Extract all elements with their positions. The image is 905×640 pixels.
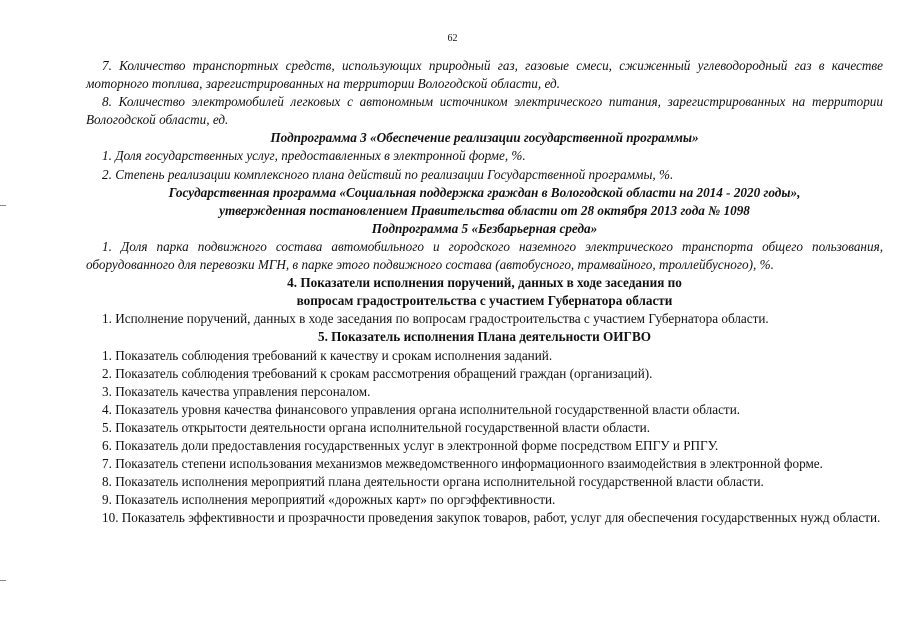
page-number: 62 xyxy=(447,33,458,44)
document-body xyxy=(86,57,883,527)
list-item: 3. Показатель качества управления персоналом. xyxy=(102,383,371,399)
list-item: 4. Показатель уровня качества финансового управления органа исполнительной государственной власти области. xyxy=(102,401,741,417)
list-item: 1. Доля государственных услуг, предоставленных в электронной форме, %. xyxy=(102,148,526,164)
list-item: 2. Показатель соблюдения требований к срокам рассмотрения обращений граждан (организаций). xyxy=(102,365,653,381)
list-item: 6. Показатель доли предоставления государственных услуг в электронной форме посредством ЕПГУ и РПГУ. xyxy=(102,437,719,453)
list-item: 1. Показатель соблюдения требований к качеству и срокам исполнения заданий. xyxy=(102,347,553,363)
section-heading: 5. Показатель исполнения Плана деятельности ОИГВО xyxy=(317,329,651,345)
list-item: 1. Исполнение поручений, данных в ходе заседания по вопросам градостроительства с участием Губернатора области. xyxy=(102,311,769,327)
list-item: 1. Доля парка подвижного состава автомобильного и городского наземного электрического транспорта общего пользования, оборудованного для перевозки МГН, в парке этого подвижного состава (автобусного, трамвайного, троллейбусного), %. xyxy=(86,238,883,273)
list-item: 7. Количество транспортных средств, использующих природный газ, газовые смеси, сжиженный углеводородный газ в качестве моторного топлива, зарегистрированных на территории Вологодской области, ед. xyxy=(86,58,883,92)
list-item: 8. Показатель исполнения мероприятий плана деятельности органа исполнительной государственной власти области. xyxy=(102,474,764,490)
section-heading: Государственная программа «Социальная поддержка граждан в Вологодской области на 2014 - 2020 годы», xyxy=(168,184,801,200)
list-item: 5. Показатель открытости деятельности органа исполнительной государственной власти области. xyxy=(102,419,650,435)
scan-edge-mark xyxy=(0,205,6,206)
list-item: 8. Количество электромобилей легковых с автономным источником электрического питания, зарегистрированных на территории Вологодской области, ед. xyxy=(86,94,883,128)
list-item: 10. Показатель эффективности и прозрачности проведения закупок товаров, работ, услуг для обеспечения государственных нужд области. xyxy=(102,510,881,526)
section-heading: вопросам градостроительства с участием Губернатора области xyxy=(296,293,673,309)
list-item: 7. Показатель степени использования механизмов межведомственного информационного взаимодействия в электронной форме. xyxy=(102,456,823,472)
section-heading: 4. Показатели исполнения поручений, данных в ходе заседания по xyxy=(287,275,682,291)
section-heading: утвержденная постановлением Правительства области от 28 октября 2013 года № 1098 xyxy=(219,202,750,218)
scan-edge-mark xyxy=(0,580,6,581)
section-heading: Подпрограмма 5 «Безбарьерная среда» xyxy=(371,220,598,236)
list-item: 9. Показатель исполнения мероприятий «дорожных карт» по оргэффективности. xyxy=(102,492,556,508)
list-item: 2. Степень реализации комплексного плана действий по реализации Государственной программы, %. xyxy=(102,166,674,182)
section-heading: Подпрограмма 3 «Обеспечение реализации государственной программы» xyxy=(270,130,699,146)
